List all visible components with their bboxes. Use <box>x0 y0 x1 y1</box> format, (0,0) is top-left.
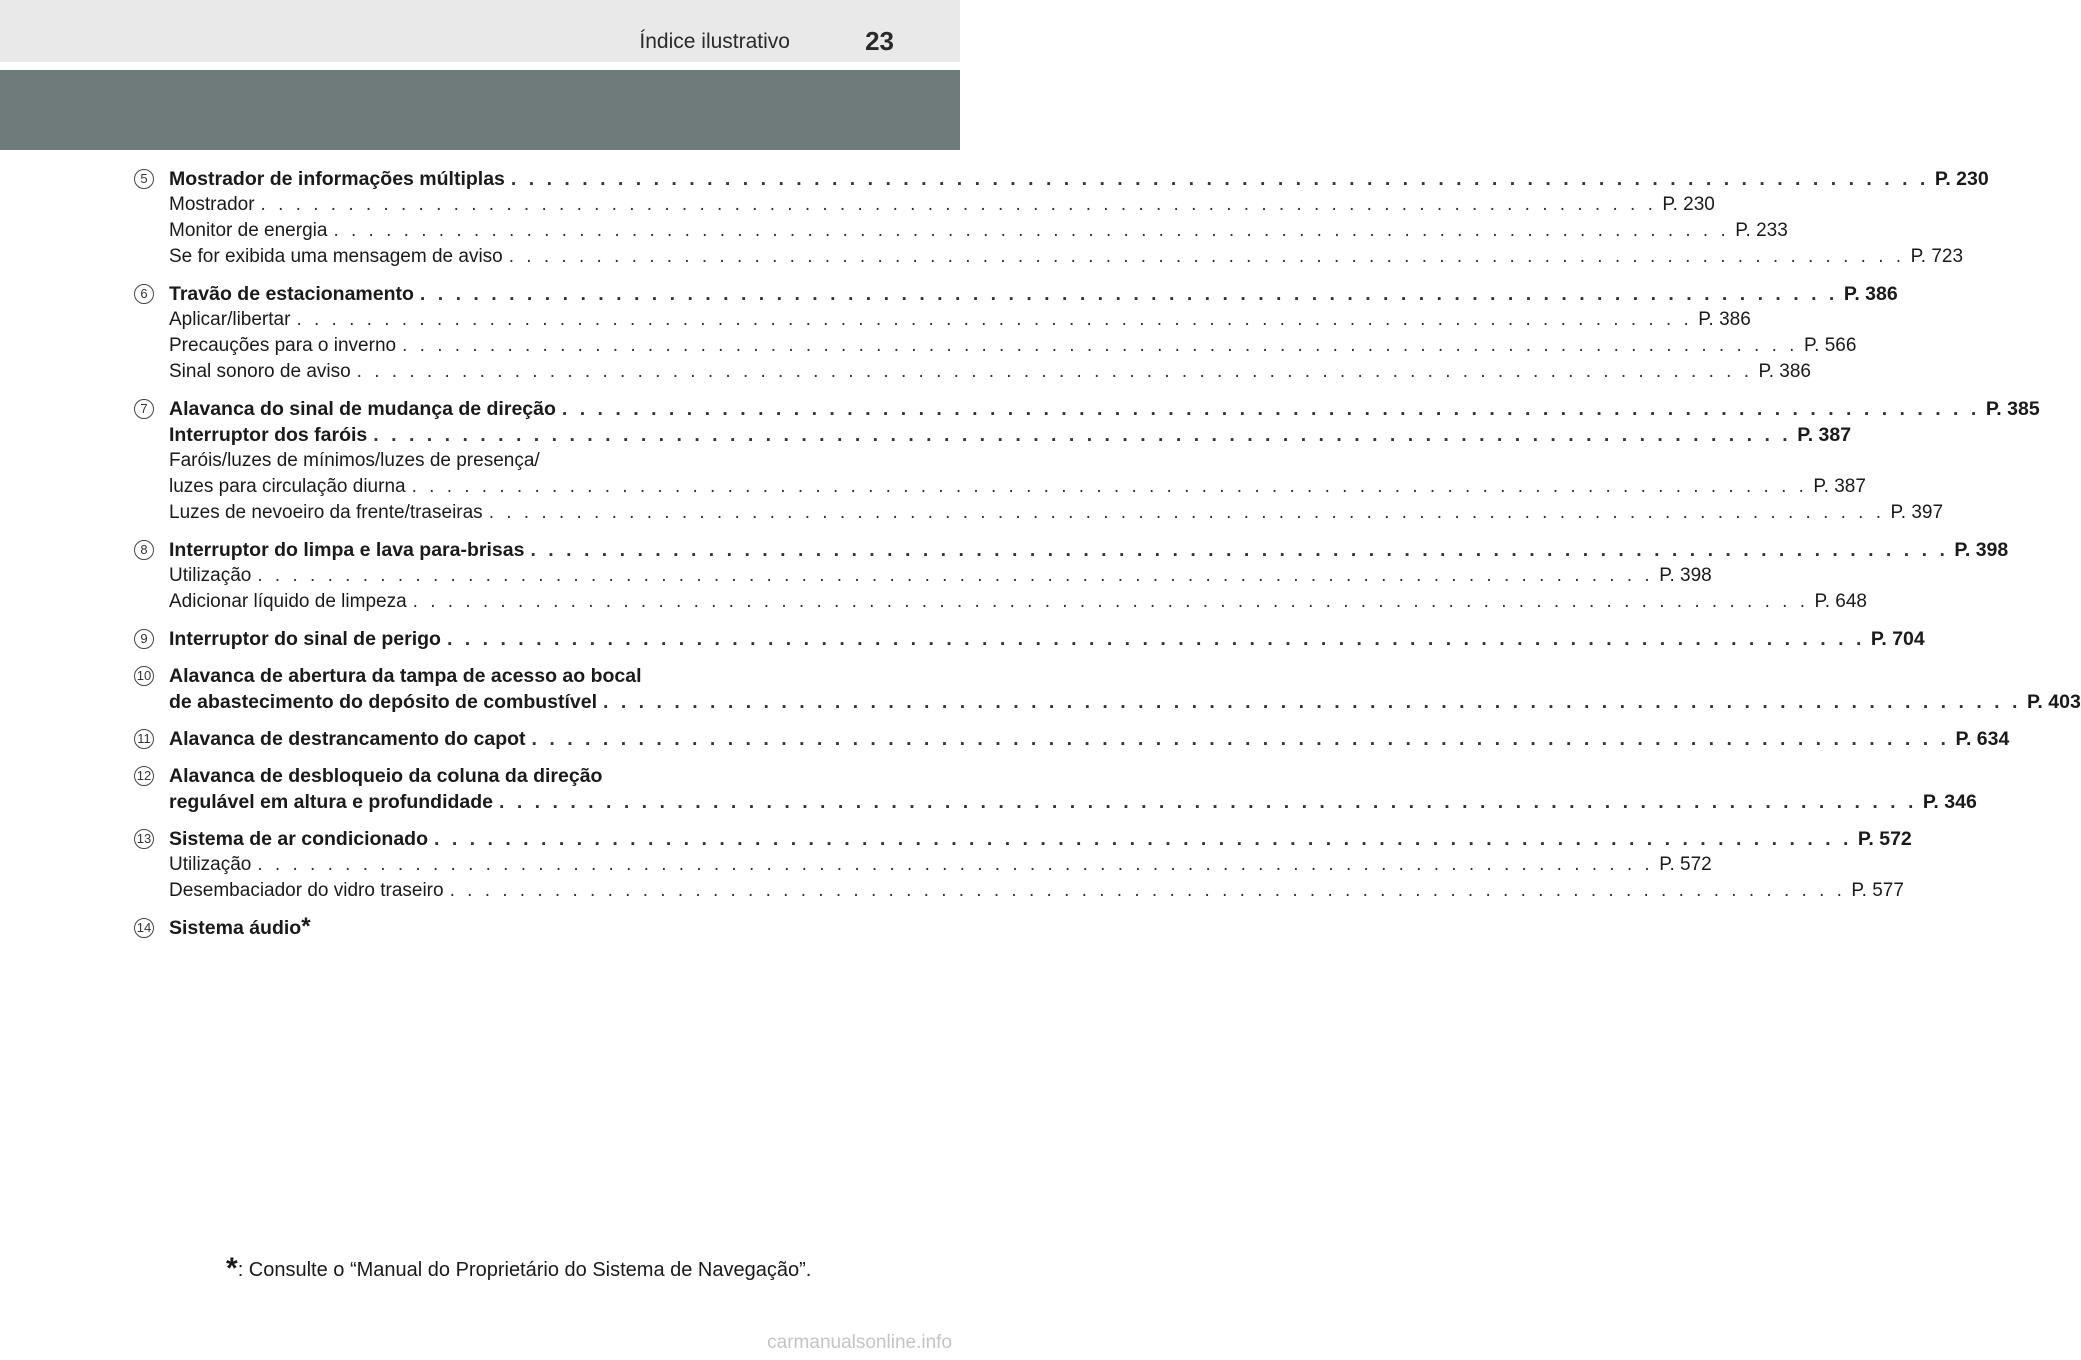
dot-leader: . . . . . . . . . . . . . . . . . . . . . . . . . . . . . . . . . . . . . . . . . . . . . . . . . . . . . . . . . . . . . . . . . . . . . . . . . . . . . . . . <box>531 728 1950 750</box>
index-line <box>169 826 1912 852</box>
page-reference: P. 386 <box>1758 361 1811 382</box>
page-reference: P. 397 <box>1890 502 1944 523</box>
index-line-text: Mostrador <box>169 194 255 215</box>
dot-leader: . . . . . . . . . . . . . . . . . . . . . . . . . . . . . . . . . . . . . . . . . . . . . . . . . . . . . . . . . . . . . . . . . . . . . . . . . . . . . . . . <box>510 168 1929 190</box>
index-entry <box>0 763 1977 815</box>
page-reference: P. 346 <box>1922 791 1977 813</box>
page-reference: P. 723 <box>1910 246 1964 267</box>
page-reference: P. 704 <box>1870 628 1925 650</box>
watermark: carmanualsonline.info <box>767 1332 952 1353</box>
dot-leader: . . . . . . . . . . . . . . . . . . . . . . . . . . . . . . . . . . . . . . . . . . . . . . . . . . . . . . . . . . . . . . . . . . . . . . . . . . . . . . . . <box>411 476 1808 497</box>
page-reference: P. 398 <box>1659 565 1712 586</box>
index-line <box>169 537 2009 563</box>
item-number-badge: 14 <box>134 918 154 938</box>
index-line <box>169 422 1852 448</box>
index-line-text: regulável em altura e profundidade <box>169 791 493 813</box>
index-line <box>169 689 2081 715</box>
item-number-badge: 12 <box>134 766 154 786</box>
index-line <box>169 500 1944 526</box>
page-reference: P. 566 <box>1803 335 1857 356</box>
page-reference: P. 387 <box>1813 476 1866 497</box>
item-number-badge: 9 <box>134 629 154 649</box>
dot-leader: . . . . . . . . . . . . . . . . . . . . . . . . . . . . . . . . . . . . . . . . . . . . . . . . . . . . . . . . . . . . . . . . . . . . . . . . . . . . . . . . <box>419 283 1838 305</box>
index-line <box>169 192 1715 218</box>
index-line-text: Sistema áudio <box>169 917 302 939</box>
index-entry <box>0 396 2040 526</box>
index-line <box>169 218 1788 244</box>
page-reference: P. 577 <box>1851 880 1904 901</box>
dot-leader: . . . . . . . . . . . . . . . . . . . . . . . . . . . . . . . . . . . . . . . . . . . . . . . . . . . . . . . . . . . . . . . . . . . . . . . . . . . . . . . . <box>333 220 1730 241</box>
index-line <box>169 396 2040 422</box>
item-number-badge: 5 <box>134 169 154 189</box>
dot-leader: . . . . . . . . . . . . . . . . . . . . . . . . . . . . . . . . . . . . . . . . . . . . . . . . . . . . . . . . . . . . . . . . . . . . . . . . . . . . . . . . <box>402 335 1798 356</box>
index-entry <box>0 281 1898 385</box>
index-line <box>169 333 1857 359</box>
dot-leader: . . . . . . . . . . . . . . . . . . . . . . . . . . . . . . . . . . . . . . . . . . . . . . . . . . . . . . . . . . . . . . . . . . . . . . . . . . . . . . . . <box>499 791 1917 813</box>
index-line <box>169 448 823 474</box>
index-entry <box>0 626 1925 652</box>
header-band <box>0 70 960 150</box>
index-line-text: Desembaciador do vidro traseiro <box>169 880 444 901</box>
index-line <box>169 359 1811 385</box>
index-entry <box>0 826 1912 904</box>
index-line <box>169 763 823 789</box>
index-entry <box>0 537 2009 615</box>
page-reference: P. 385 <box>1985 398 2040 420</box>
page-reference: P. 398 <box>1954 539 2009 561</box>
index-line-text: Sinal sonoro de aviso <box>169 361 351 382</box>
page-reference: P. 387 <box>1797 424 1852 446</box>
index-line-text: Alavanca de desbloqueio da coluna da direção <box>169 765 603 787</box>
item-number-badge: 7 <box>134 399 154 419</box>
item-number-badge: 11 <box>134 729 154 749</box>
index-list <box>0 166 2081 952</box>
index-line <box>169 878 1904 904</box>
index-line-text: Se for exibida uma mensagem de aviso <box>169 246 503 267</box>
item-number-badge: 10 <box>134 666 154 686</box>
index-line-text: Interruptor do limpa e lava para-brisas <box>169 539 525 561</box>
index-line <box>169 474 1866 500</box>
index-line <box>169 789 1977 815</box>
page-reference: P. 403 <box>2026 691 2081 713</box>
page-reference: P. 572 <box>1857 828 1912 850</box>
index-line <box>169 244 1964 270</box>
dot-leader: . . . . . . . . . . . . . . . . . . . . . . . . . . . . . . . . . . . . . . . . . . . . . . . . . . . . . . . . . . . . . . . . . . . . . . . . . . . . . . . . <box>488 502 1885 523</box>
page-reference: P. 233 <box>1735 220 1788 241</box>
index-line <box>169 166 1989 192</box>
dot-leader: . . . . . . . . . . . . . . . . . . . . . . . . . . . . . . . . . . . . . . . . . . . . . . . . . . . . . . . . . . . . . . . . . . . . . . . . . . . . . . . . <box>412 591 1809 612</box>
index-line-text: Faróis/luzes de mínimos/luzes de presença/ <box>169 450 540 471</box>
index-line-text: Interruptor dos faróis <box>169 424 368 446</box>
page-reference: P. 386 <box>1843 283 1898 305</box>
page-reference: P. 572 <box>1659 854 1712 875</box>
index-line-text: Travão de estacionamento <box>169 283 414 305</box>
index-entry <box>0 726 2010 752</box>
index-line-text: Sistema de ar condicionado <box>169 828 428 850</box>
index-line <box>169 626 1925 652</box>
index-line: Sistema áudio * <box>169 913 311 940</box>
index-line <box>169 726 2010 752</box>
index-line <box>169 852 1712 878</box>
index-line-text: de abastecimento do depósito de combustível <box>169 691 598 713</box>
index-line <box>169 563 1712 589</box>
index-line-text: Alavanca do sinal de mudança de direção <box>169 398 556 420</box>
item-number-badge: 6 <box>134 284 154 304</box>
index-entry <box>0 915 960 941</box>
index-line-text: Mostrador de informações múltiplas <box>169 168 505 190</box>
dot-leader: . . . . . . . . . . . . . . . . . . . . . . . . . . . . . . . . . . . . . . . . . . . . . . . . . . . . . . . . . . . . . . . . . . . . . . . . . . . . . . . . <box>260 194 1657 215</box>
index-line-text: Adicionar líquido de limpeza <box>169 591 407 612</box>
dot-leader: . . . . . . . . . . . . . . . . . . . . . . . . . . . . . . . . . . . . . . . . . . . . . . . . . . . . . . . . . . . . . . . . . . . . . . . . . . . . . . . . <box>561 398 1980 420</box>
index-line <box>169 281 1898 307</box>
item-number-badge: 8 <box>134 540 154 560</box>
dot-leader: . . . . . . . . . . . . . . . . . . . . . . . . . . . . . . . . . . . . . . . . . . . . . . . . . . . . . . . . . . . . . . . . . . . . . . . . . . . . . . . . <box>257 854 1654 875</box>
index-line-text: Utilização <box>169 565 252 586</box>
index-entry <box>0 663 2081 715</box>
footnote-asterisk: * <box>226 1252 238 1285</box>
page-reference: P. 648 <box>1814 591 1867 612</box>
dot-leader: . . . . . . . . . . . . . . . . . . . . . . . . . . . . . . . . . . . . . . . . . . . . . . . . . . . . . . . . . . . . . . . . . . . . . . . . . . . . . . . . <box>508 246 1905 267</box>
dot-leader: . . . . . . . . . . . . . . . . . . . . . . . . . . . . . . . . . . . . . . . . . . . . . . . . . . . . . . . . . . . . . . . . . . . . . . . . . . . . . . . . <box>356 361 1753 382</box>
index-entry <box>0 166 1989 270</box>
page-reference: P. 230 <box>1934 168 1989 190</box>
dot-leader: . . . . . . . . . . . . . . . . . . . . . . . . . . . . . . . . . . . . . . . . . . . . . . . . . . . . . . . . . . . . . . . . . . . . . . . . . . . . . . . . <box>446 628 1865 650</box>
page-number: 23 <box>865 26 894 56</box>
index-line-text: Aplicar/libertar <box>169 309 291 330</box>
index-line <box>169 307 1751 333</box>
index-line <box>169 589 1867 615</box>
index-line-text: Alavanca de destrancamento do capot <box>169 728 526 750</box>
dot-leader: . . . . . . . . . . . . . . . . . . . . . . . . . . . . . . . . . . . . . . . . . . . . . . . . . . . . . . . . . . . . . . . . . . . . . . . . . . . . . . . . <box>449 880 1846 901</box>
index-line-text: Alavanca de abertura da tampa de acesso ao bocal <box>169 665 642 687</box>
dot-leader: . . . . . . . . . . . . . . . . . . . . . . . . . . . . . . . . . . . . . . . . . . . . . . . . . . . . . . . . . . . . . . . . . . . . . . . . . . . . . . . . <box>257 565 1654 586</box>
footnote <box>226 1252 811 1286</box>
index-line-text: Precauções para o inverno <box>169 335 397 356</box>
index-line-text: luzes para circulação diurna <box>169 476 406 497</box>
page-reference: P. 230 <box>1662 194 1715 215</box>
item-number-badge: 13 <box>134 829 154 849</box>
footnote-text: : Consulte o “Manual do Proprietário do Sistema de Navegação”. <box>237 1259 812 1281</box>
page-reference: P. 634 <box>1955 728 2010 750</box>
index-line-text: Luzes de nevoeiro da frente/traseiras <box>169 502 483 523</box>
dot-leader: . . . . . . . . . . . . . . . . . . . . . . . . . . . . . . . . . . . . . . . . . . . . . . . . . . . . . . . . . . . . . . . . . . . . . . . . . . . . . . . . <box>373 424 1792 446</box>
dot-leader: . . . . . . . . . . . . . . . . . . . . . . . . . . . . . . . . . . . . . . . . . . . . . . . . . . . . . . . . . . . . . . . . . . . . . . . . . . . . . . . . <box>530 539 1949 561</box>
dot-leader: . . . . . . . . . . . . . . . . . . . . . . . . . . . . . . . . . . . . . . . . . . . . . . . . . . . . . . . . . . . . . . . . . . . . . . . . . . . . . . . . <box>433 828 1852 850</box>
index-line-text: Interruptor do sinal de perigo <box>169 628 441 650</box>
page-header <box>0 0 960 62</box>
index-line-text: Utilização <box>169 854 252 875</box>
page-reference: P. 386 <box>1698 309 1751 330</box>
section-title: Índice ilustrativo <box>639 30 790 53</box>
dot-leader: . . . . . . . . . . . . . . . . . . . . . . . . . . . . . . . . . . . . . . . . . . . . . . . . . . . . . . . . . . . . . . . . . . . . . . . . . . . . . . . . <box>603 691 2021 713</box>
dot-leader: . . . . . . . . . . . . . . . . . . . . . . . . . . . . . . . . . . . . . . . . . . . . . . . . . . . . . . . . . . . . . . . . . . . . . . . . . . . . . . . . <box>296 309 1693 330</box>
index-line-text: Monitor de energia <box>169 220 328 241</box>
index-line <box>169 663 823 689</box>
